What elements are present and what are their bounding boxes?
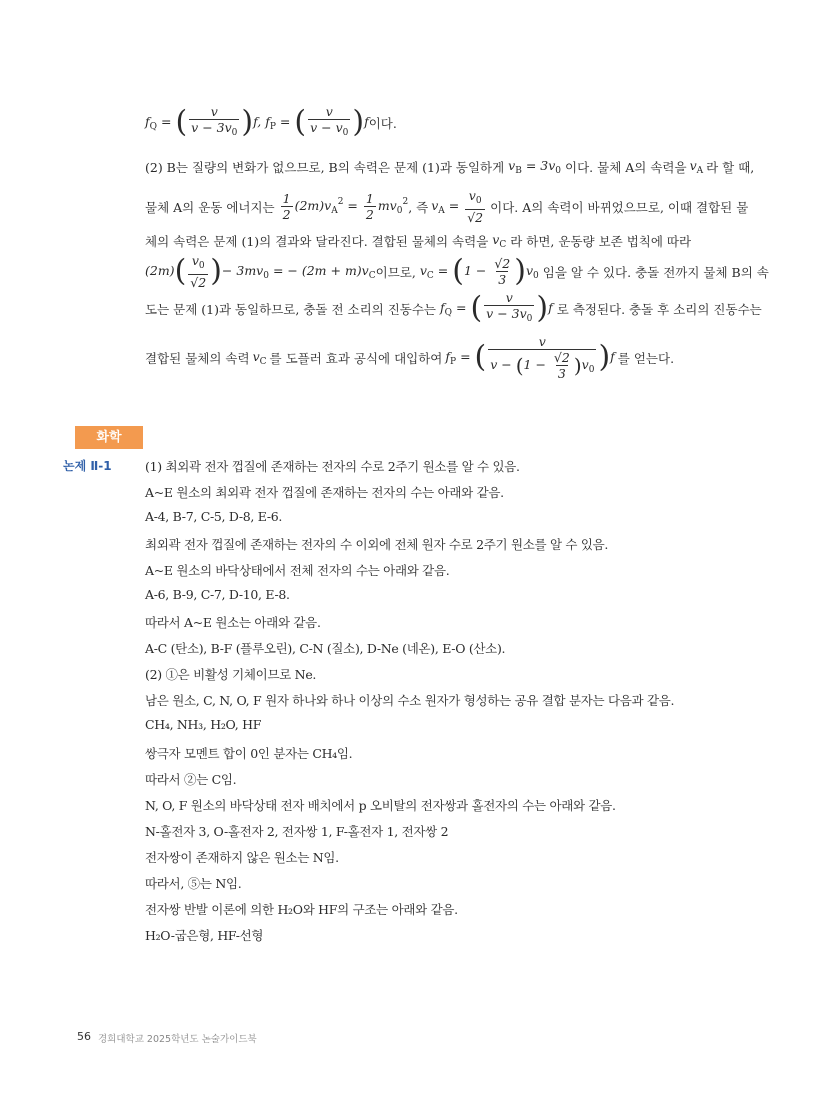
physics-line-3 (145, 188, 748, 225)
section-tag-chemistry: 화학 (75, 426, 143, 449)
chem-line: 따라서 A~E 원소는 아래와 같음. (145, 615, 321, 630)
page-number: 56 (77, 1030, 91, 1043)
line5-text-b: 임을 알 수 있다. 충돌 전까지 물체 B의 속 (542, 264, 769, 280)
line6-text-b: 로 측정된다. 충돌 후 소리의 진동수는 (556, 301, 762, 317)
line2-text-c: 라 할 때, (706, 160, 755, 175)
chem-line: A-6, B-9, C-7, D-10, E-8. (145, 587, 290, 602)
chem-line: 쌍극자 모멘트 합이 0인 분자는 CH₄임. (145, 746, 353, 761)
chem-line: H₂O-굽은형, HF-선형 (145, 928, 264, 943)
physics-line-2 (145, 158, 754, 176)
chem-line: A~E 원소의 바닥상태에서 전체 전자의 수는 아래와 같음. (145, 563, 450, 578)
physics-line-7 (145, 334, 674, 381)
chem-line: 남은 원소, C, N, O, F 원자 하나와 하나 이상의 수소 원자가 형성하는 공유 결합 분자는 다음과 같음. (145, 693, 675, 708)
line3-text-a: 물체 A의 운동 에너지는 (145, 199, 275, 215)
formula-fq-fp: $f_Q$ = ( $\frac{v}{v - 3v_0}$ )f, $f_P$ = ( $\frac{v}{v - v_0}$ )f (145, 104, 369, 140)
physics-line-6 (145, 290, 762, 327)
chem-line: (2) ①은 비활성 기체이므로 Ne. (145, 667, 317, 682)
formula-fq: $f_Q$ = ( $\frac{v}{v - 3v_0}$ )f (440, 290, 553, 326)
formula-vc-value: $v_C = (1$ − $\frac{√2}{3}$ )$v_0$ (419, 253, 539, 289)
physics-line-4 (145, 232, 691, 250)
line7-text-a: 결합된 물체의 속력 (145, 350, 250, 366)
line5-text-a: 이므로, (375, 264, 416, 280)
formula-va: $v_A$ (689, 158, 704, 176)
formula-fp: $f_P$ = ( v v − (1 − $\frac{√2}{3}$ )$v_0$ )f (445, 334, 615, 381)
chem-line: 전자쌍 반발 이론에 의한 H₂O와 HF의 구조는 아래와 같음. (145, 902, 458, 917)
line6-text-a: 도는 문제 (1)과 동일하므로, 충돌 전 소리의 진동수는 (145, 301, 436, 317)
line7-text-c: 를 얻는다. (617, 350, 675, 366)
chem-line: A~E 원소의 최외곽 전자 껍질에 존재하는 전자의 수는 아래와 같음. (145, 485, 504, 500)
line4-text-a: 체의 속력은 문제 (1)의 결과와 달라진다. 결합된 물체의 속력을 (145, 234, 489, 249)
chem-line: 최외곽 전자 껍질에 존재하는 전자의 수 이외에 전체 원자 수로 2주기 원소를 알 수 있음. (145, 537, 609, 552)
chem-line: 전자쌍이 존재하지 않은 원소는 N임. (145, 850, 339, 865)
line3-text-c: 이다. A의 속력이 바뀌었으므로, 이때 결합된 물 (490, 199, 749, 215)
chem-line: 따라서 ②는 C임. (145, 772, 237, 787)
line1-suffix: 이다. (368, 115, 397, 131)
chem-line: A-4, B-7, C-5, D-8, E-6. (145, 509, 283, 524)
formula-vb: $v_B = 3v_0$ (508, 158, 562, 176)
physics-line-5 (145, 253, 769, 290)
problem-label: 논제 Ⅱ-1 (63, 459, 112, 473)
chem-line: N, O, F 원소의 바닥상태 전자 배치에서 p 오비탈의 전자쌍과 홀전자의 수는 아래와 같음. (145, 798, 616, 813)
chem-line: 따라서, ⑤는 N임. (145, 876, 242, 891)
physics-line-1 (145, 104, 397, 141)
formula-vc: $v_C$ (492, 232, 507, 250)
line4-text-b: 라 하면, 운동량 보존 법칙에 따라 (510, 234, 692, 249)
chem-line: N-홀전자 3, O-홀전자 2, 전자쌍 1, F-홀전자 1, 전자쌍 2 (145, 824, 449, 839)
line2-text-b: 이다. 물체 A의 속력을 (565, 160, 687, 175)
line2-text: (2) B는 질량의 변화가 없으므로, B의 속력은 문제 (1)과 동일하게 (145, 160, 505, 175)
footer-title: 경희대학교 2025학년도 논술가이드북 (98, 1034, 257, 1045)
line3-text-b: , 즉 (408, 199, 429, 215)
chem-line: A-C (탄소), B-F (플루오린), C-N (질소), D-Ne (네온), E-O (산소). (145, 641, 506, 656)
formula-vc-2: $v_C$ (252, 348, 267, 367)
chem-line: CH₄, NH₃, H₂O, HF (145, 717, 262, 732)
formula-va-value: $v_A$ = $\frac{v_0}{√2}$ (431, 188, 484, 225)
chem-line: (1) 최외곽 전자 껍질에 존재하는 전자의 수로 2주기 원소를 알 수 있음. (145, 459, 520, 474)
line7-text-b: 를 도플러 효과 공식에 대입하여 (269, 350, 443, 366)
formula-kinetic: $\frac{1}{2}$ $(2m)v_A^2$ = $\frac{1}{2}$ $mv_0^2$ (282, 191, 409, 222)
formula-momentum: (2m)( $\frac{v_0}{√2}$ )− $3mv_0$ = − $(2m + m)v_C$ (145, 253, 376, 290)
